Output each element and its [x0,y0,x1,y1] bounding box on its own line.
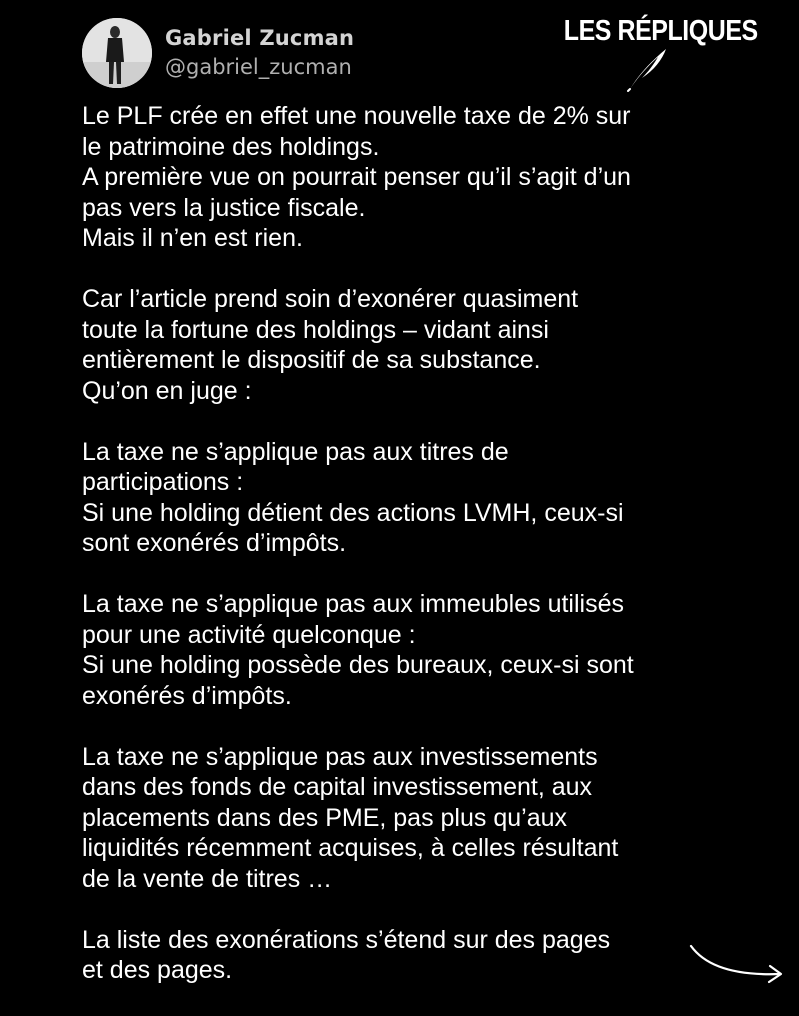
tweet-line: pas vers la justice fiscale. [82,193,366,222]
tweet-paragraph [82,437,782,559]
author-identity [165,25,354,81]
tweet-line: entièrement le dispositif de sa substance. [82,346,541,374]
author-name[interactable]: Gabriel Zucman [165,26,355,50]
tweet-line: Car l’article prend soin d’exonérer quasiment [82,285,579,313]
tweet-paragraph [82,101,782,254]
curved-arrow-right-icon[interactable] [688,942,790,986]
tweet-line: placements dans des PME, pas plus qu’aux [82,803,567,832]
brand-logo [548,14,758,48]
tweet-line: La taxe ne s’applique pas aux titres de [82,437,509,466]
feather-quill-icon [626,46,670,92]
tweet-line: sont exonérés d’impôts. [82,529,347,557]
tweet-header [82,18,354,88]
tweet-paragraph [82,742,782,895]
tweet-line: participations : [82,468,244,496]
tweet-line: La taxe ne s’applique pas aux investissements [82,742,598,771]
tweet-line: Si une holding détient des actions LVMH, ceux-si [82,498,624,527]
tweet-line: de la vente de titres … [82,864,333,893]
tweet-line: toute la fortune des holdings – vidant ainsi [82,315,549,344]
tweet-line: et des pages. [82,956,233,984]
tweet-body [82,101,782,1016]
avatar[interactable] [82,18,152,88]
tweet-paragraph [82,925,782,986]
tweet-line: le patrimoine des holdings. [82,132,380,161]
tweet-line: exonérés d’impôts. [82,681,292,710]
tweet-line: liquidités récemment acquises, à celles résultant [82,834,619,862]
tweet-line: Qu’on en juge : [82,376,252,405]
tweet-line: Le PLF crée en effet une nouvelle taxe de 2% sur [82,102,631,130]
tweet-paragraph [82,284,782,406]
tweet-line: Si une holding possède des bureaux, ceux-si sont [82,651,634,679]
tweet-line: La liste des exonérations s’étend sur des pages [82,925,611,954]
tweet-line: pour une activité quelconque : [82,620,416,649]
tweet-line: Mais il n’en est rien. [82,224,303,252]
tweet-line: La taxe ne s’applique pas aux immeubles utilisés [82,590,624,618]
author-handle[interactable]: @gabriel_zucman [165,55,352,79]
brand-text: LES RÉPLIQUES [563,15,758,47]
tweet-paragraph [82,589,782,711]
tweet-line: dans des fonds de capital investissement, aux [82,773,593,801]
tweet-line: A première vue on pourrait penser qu’il s’agit d’un [82,163,631,191]
person-photo-icon [82,18,152,88]
